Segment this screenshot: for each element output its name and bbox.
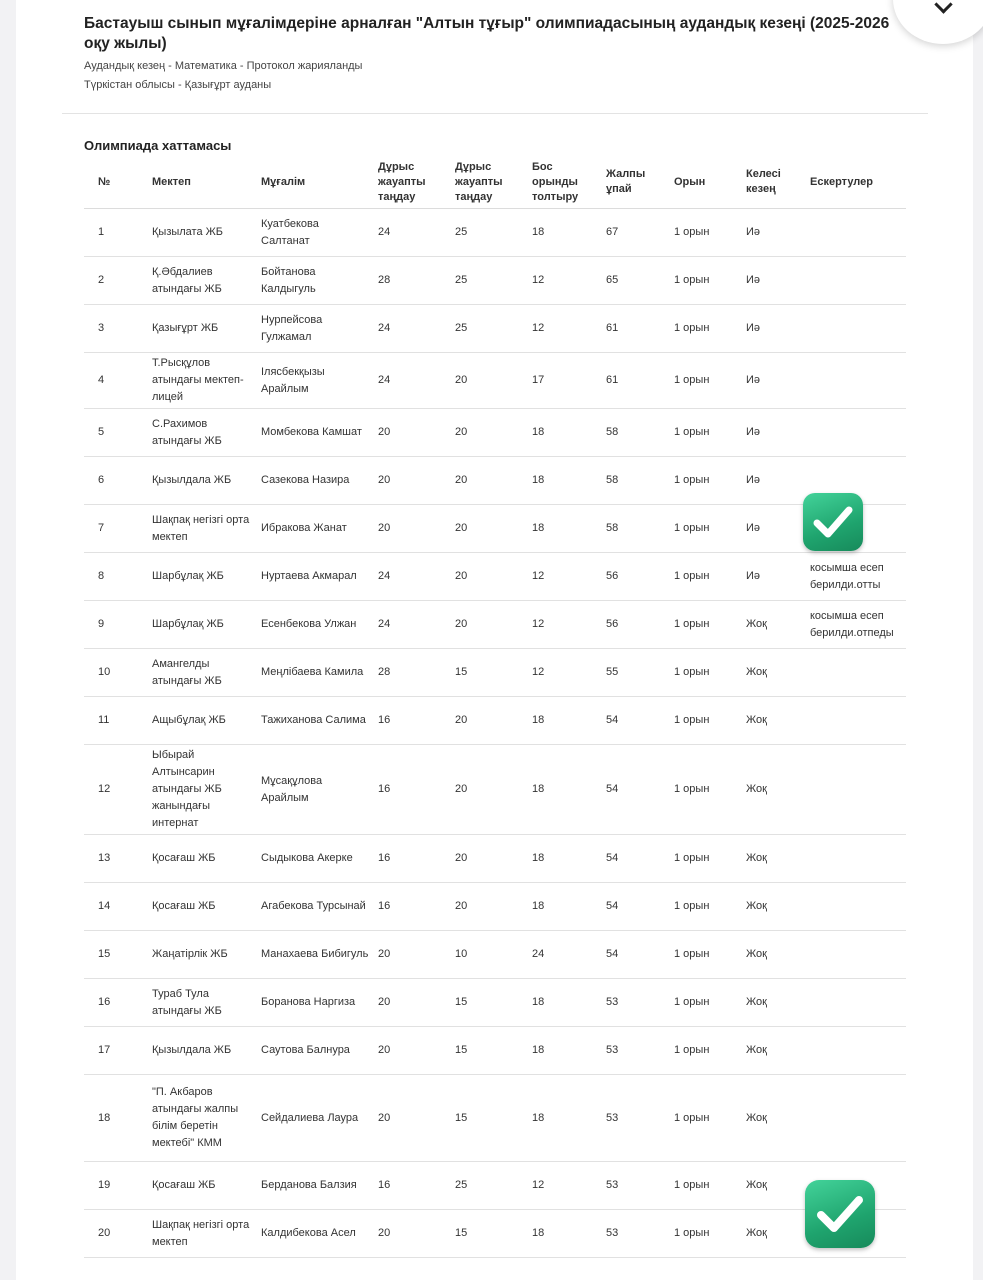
cell-correct-2: 15 (451, 649, 528, 697)
cell-correct-2: 20 (451, 883, 528, 931)
cell-teacher: Есенбекова Улжан (257, 601, 374, 649)
cell-correct-2: 10 (451, 931, 528, 979)
cell-teacher: Сазекова Назира (257, 457, 374, 505)
cell-teacher: Тажиханова Салима (257, 697, 374, 745)
cell-teacher: Боранова Наргиза (257, 979, 374, 1027)
cell-school: Шарбұлақ ЖБ (148, 553, 257, 601)
cell-fill: 18 (528, 1210, 602, 1258)
cell-no: 7 (84, 505, 148, 553)
cell-notes (806, 745, 906, 835)
cell-next: Иә (742, 553, 806, 601)
cell-next: Иә (742, 457, 806, 505)
cell-total: 58 (602, 457, 670, 505)
table-row (84, 553, 906, 601)
cell-teacher: Нурпейсова Гулжамал (257, 305, 374, 353)
cell-place: 1 орын (670, 931, 742, 979)
table-row (84, 209, 906, 257)
table-row (84, 1075, 906, 1162)
cell-correct-1: 20 (374, 979, 451, 1027)
header-notes: Ескертулер (806, 156, 906, 209)
cell-correct-1: 20 (374, 1075, 451, 1162)
cell-no: 8 (84, 553, 148, 601)
cell-school: Тураб Тула атындағы ЖБ (148, 979, 257, 1027)
cell-next: Жоқ (742, 979, 806, 1027)
cell-notes (806, 1027, 906, 1075)
cell-correct-1: 20 (374, 1027, 451, 1075)
table-row (84, 457, 906, 505)
cell-next: Иә (742, 209, 806, 257)
cell-correct-1: 24 (374, 353, 451, 409)
cell-correct-1: 16 (374, 697, 451, 745)
cell-school: Ыбырай Алтынсарин атындағы ЖБ жанындағы интернат (148, 745, 257, 835)
cell-next: Жоқ (742, 931, 806, 979)
cell-next: Иә (742, 505, 806, 553)
cell-notes (806, 649, 906, 697)
cell-fill: 18 (528, 745, 602, 835)
table-row (84, 353, 906, 409)
cell-teacher: Калдибекова Асел (257, 1210, 374, 1258)
cell-school: Қосағаш ЖБ (148, 1162, 257, 1210)
cell-teacher: Момбекова Камшат (257, 409, 374, 457)
cell-notes (806, 305, 906, 353)
cell-school: Қызылдала ЖБ (148, 457, 257, 505)
cell-correct-2: 15 (451, 979, 528, 1027)
header-next: Келесі кезең (742, 156, 806, 209)
table-row (84, 931, 906, 979)
cell-teacher: Нуртаева Акмарал (257, 553, 374, 601)
cell-fill: 18 (528, 1075, 602, 1162)
page-header (84, 14, 904, 92)
cell-school: Шақпақ негізгі орта мектеп (148, 505, 257, 553)
check-mark-icon (805, 1180, 875, 1248)
cell-fill: 24 (528, 931, 602, 979)
cell-school: Ащыбұлақ ЖБ (148, 697, 257, 745)
cell-correct-2: 20 (451, 457, 528, 505)
cell-total: 53 (602, 1075, 670, 1162)
cell-total: 61 (602, 353, 670, 409)
cell-notes (806, 835, 906, 883)
cell-place: 1 орын (670, 745, 742, 835)
cell-place: 1 орын (670, 257, 742, 305)
cell-notes (806, 979, 906, 1027)
scroll-bubble[interactable] (893, 0, 983, 44)
cell-correct-1: 28 (374, 649, 451, 697)
cell-fill: 12 (528, 553, 602, 601)
cell-school: Шақпақ негізгі орта мектеп (148, 1210, 257, 1258)
cell-correct-2: 20 (451, 745, 528, 835)
table-row (84, 409, 906, 457)
cell-total: 54 (602, 883, 670, 931)
cell-total: 53 (602, 1027, 670, 1075)
header-correct-2: Дұрыс жауапты таңдау (451, 156, 528, 209)
cell-notes: косымша есеп берилди.отпеды (806, 601, 906, 649)
table-row (84, 1210, 906, 1258)
cell-fill: 12 (528, 1162, 602, 1210)
cell-correct-1: 28 (374, 257, 451, 305)
cell-place: 1 орын (670, 1027, 742, 1075)
cell-correct-2: 20 (451, 353, 528, 409)
cell-place: 1 орын (670, 305, 742, 353)
cell-fill: 18 (528, 505, 602, 553)
cell-correct-2: 25 (451, 1162, 528, 1210)
table-row (84, 745, 906, 835)
cell-place: 1 орын (670, 835, 742, 883)
cell-fill: 12 (528, 649, 602, 697)
cell-school: Т.Рысқұлов атындағы мектеп-лицей (148, 353, 257, 409)
table-row (84, 649, 906, 697)
cell-school: Қазығұрт ЖБ (148, 305, 257, 353)
cell-next: Жоқ (742, 835, 806, 883)
cell-no: 5 (84, 409, 148, 457)
cell-next: Жоқ (742, 1210, 806, 1258)
cell-school: С.Рахимов атындағы ЖБ (148, 409, 257, 457)
cell-total: 58 (602, 505, 670, 553)
cell-correct-1: 24 (374, 305, 451, 353)
cell-total: 55 (602, 649, 670, 697)
cell-correct-2: 15 (451, 1027, 528, 1075)
cell-total: 61 (602, 305, 670, 353)
cell-notes (806, 883, 906, 931)
cell-teacher: Агабекова Турсынай (257, 883, 374, 931)
cell-correct-1: 24 (374, 209, 451, 257)
cell-no: 15 (84, 931, 148, 979)
cell-fill: 18 (528, 883, 602, 931)
cell-next: Жоқ (742, 697, 806, 745)
cell-place: 1 орын (670, 409, 742, 457)
header-fill: Бос орынды толтыру (528, 156, 602, 209)
cell-total: 53 (602, 979, 670, 1027)
cell-teacher: Манахаева Бибигуль (257, 931, 374, 979)
cell-correct-1: 20 (374, 1210, 451, 1258)
cell-fill: 12 (528, 305, 602, 353)
cell-no: 14 (84, 883, 148, 931)
cell-school: Қ.Әбдалиев атындағы ЖБ (148, 257, 257, 305)
cell-fill: 18 (528, 209, 602, 257)
cell-place: 1 орын (670, 553, 742, 601)
cell-teacher: Ибракова Жанат (257, 505, 374, 553)
cell-school: Жаңатірлік ЖБ (148, 931, 257, 979)
cell-correct-1: 24 (374, 601, 451, 649)
table-row (84, 505, 906, 553)
cell-no: 19 (84, 1162, 148, 1210)
cell-no: 9 (84, 601, 148, 649)
cell-no: 3 (84, 305, 148, 353)
cell-correct-1: 16 (374, 835, 451, 883)
cell-notes (806, 697, 906, 745)
cell-correct-1: 20 (374, 931, 451, 979)
region-label: Түркістан облысы - Қазығұрт ауданы (84, 79, 272, 91)
cell-place: 1 орын (670, 649, 742, 697)
header-school: Мектеп (148, 156, 257, 209)
table-header-row (84, 156, 906, 209)
cell-place: 1 орын (670, 1210, 742, 1258)
cell-place: 1 орын (670, 601, 742, 649)
cell-next: Иә (742, 409, 806, 457)
cell-correct-1: 20 (374, 457, 451, 505)
cell-correct-2: 15 (451, 1210, 528, 1258)
cell-school: "П. Акбаров атындағы жалпы білім беретін мектебі" КММ (148, 1075, 257, 1162)
cell-total: 54 (602, 931, 670, 979)
cell-notes: косымша есеп берилди.отты (806, 553, 906, 601)
cell-no: 4 (84, 353, 148, 409)
cell-next: Жоқ (742, 601, 806, 649)
cell-fill: 12 (528, 257, 602, 305)
cell-total: 54 (602, 835, 670, 883)
table-row (84, 979, 906, 1027)
page-title: Бастауыш сынып мұғалімдеріне арналған "Алтын тұғыр" олимпиадасының аудандық кезеңі (2025-2026 оқу жылы) (84, 15, 890, 52)
cell-correct-1: 16 (374, 745, 451, 835)
cell-correct-1: 20 (374, 505, 451, 553)
section-title: Олимпиада хаттамасы (84, 138, 232, 153)
cell-teacher: Сейдалиева Лаура (257, 1075, 374, 1162)
cell-fill: 18 (528, 457, 602, 505)
cell-next: Иә (742, 353, 806, 409)
cell-notes (806, 1075, 906, 1162)
cell-no: 2 (84, 257, 148, 305)
table-row (84, 835, 906, 883)
cell-next: Жоқ (742, 745, 806, 835)
cell-school: Қосағаш ЖБ (148, 835, 257, 883)
cell-place: 1 орын (670, 1075, 742, 1162)
cell-fill: 17 (528, 353, 602, 409)
cell-place: 1 орын (670, 1162, 742, 1210)
cell-total: 58 (602, 409, 670, 457)
cell-next: Жоқ (742, 649, 806, 697)
cell-place: 1 орын (670, 457, 742, 505)
cell-teacher: Ілясбекқызы Арайлым (257, 353, 374, 409)
cell-next: Жоқ (742, 883, 806, 931)
cell-total: 65 (602, 257, 670, 305)
cell-no: 18 (84, 1075, 148, 1162)
cell-no: 10 (84, 649, 148, 697)
cell-correct-2: 20 (451, 505, 528, 553)
table-row (84, 305, 906, 353)
cell-next: Иә (742, 257, 806, 305)
header-place: Орын (670, 156, 742, 209)
cell-correct-2: 20 (451, 835, 528, 883)
cell-school: Шарбұлақ ЖБ (148, 601, 257, 649)
cell-correct-2: 25 (451, 305, 528, 353)
header-no: № (84, 156, 148, 209)
cell-total: 53 (602, 1210, 670, 1258)
cell-correct-1: 16 (374, 883, 451, 931)
cell-correct-1: 24 (374, 553, 451, 601)
cell-place: 1 орын (670, 209, 742, 257)
protocol-table (84, 156, 906, 1258)
cell-fill: 18 (528, 1027, 602, 1075)
cell-next: Жоқ (742, 1162, 806, 1210)
cell-next: Иә (742, 305, 806, 353)
cell-no: 1 (84, 209, 148, 257)
stage-subtitle: Аудандық кезең - Математика - Протокол жарияланды (84, 60, 363, 72)
cell-notes (806, 209, 906, 257)
table-row (84, 257, 906, 305)
cell-fill: 18 (528, 409, 602, 457)
cell-school: Қосағаш ЖБ (148, 883, 257, 931)
cell-no: 6 (84, 457, 148, 505)
cell-next: Жоқ (742, 1075, 806, 1162)
header-correct-1: Дұрыс жауапты таңдау (374, 156, 451, 209)
cell-correct-2: 20 (451, 409, 528, 457)
cell-fill: 18 (528, 835, 602, 883)
cell-no: 12 (84, 745, 148, 835)
cell-correct-1: 16 (374, 1162, 451, 1210)
cell-fill: 18 (528, 979, 602, 1027)
cell-no: 16 (84, 979, 148, 1027)
cell-total: 56 (602, 553, 670, 601)
table-row (84, 1162, 906, 1210)
header-total: Жалпы ұпай (602, 156, 670, 209)
cell-place: 1 орын (670, 697, 742, 745)
cell-no: 20 (84, 1210, 148, 1258)
cell-place: 1 орын (670, 505, 742, 553)
cell-place: 1 орын (670, 353, 742, 409)
cell-school: Қызылата ЖБ (148, 209, 257, 257)
cell-no: 17 (84, 1027, 148, 1075)
cell-place: 1 орын (670, 883, 742, 931)
cell-place: 1 орын (670, 979, 742, 1027)
cell-school: Амангелды атындағы ЖБ (148, 649, 257, 697)
table-row (84, 697, 906, 745)
cell-correct-2: 20 (451, 553, 528, 601)
cell-notes (806, 931, 906, 979)
cell-total: 54 (602, 697, 670, 745)
cell-total: 53 (602, 1162, 670, 1210)
table-row (84, 883, 906, 931)
cell-school: Қызылдала ЖБ (148, 1027, 257, 1075)
cell-fill: 18 (528, 697, 602, 745)
cell-correct-2: 20 (451, 697, 528, 745)
cell-teacher: Куатбекова Салтанат (257, 209, 374, 257)
cell-correct-2: 25 (451, 209, 528, 257)
cell-correct-2: 25 (451, 257, 528, 305)
cell-correct-2: 15 (451, 1075, 528, 1162)
cell-next: Жоқ (742, 1027, 806, 1075)
cell-total: 54 (602, 745, 670, 835)
table-row (84, 1027, 906, 1075)
cell-notes (806, 409, 906, 457)
cell-teacher: Бойтанова Калдыгуль (257, 257, 374, 305)
cell-no: 13 (84, 835, 148, 883)
chevron-down-icon (934, 0, 952, 14)
table-row (84, 601, 906, 649)
cell-no: 11 (84, 697, 148, 745)
check-mark-icon (803, 493, 863, 551)
header-divider (62, 113, 928, 114)
cell-teacher: Саутова Балнура (257, 1027, 374, 1075)
cell-total: 67 (602, 209, 670, 257)
cell-teacher: Меңлібаева Камила (257, 649, 374, 697)
cell-teacher: Мұсақұлова Арайлым (257, 745, 374, 835)
cell-correct-1: 20 (374, 409, 451, 457)
cell-notes (806, 353, 906, 409)
cell-fill: 12 (528, 601, 602, 649)
header-teacher: Мұғалім (257, 156, 374, 209)
cell-total: 56 (602, 601, 670, 649)
cell-teacher: Сыдыкова Акерке (257, 835, 374, 883)
cell-notes (806, 257, 906, 305)
cell-teacher: Берданова Балзия (257, 1162, 374, 1210)
cell-correct-2: 20 (451, 601, 528, 649)
